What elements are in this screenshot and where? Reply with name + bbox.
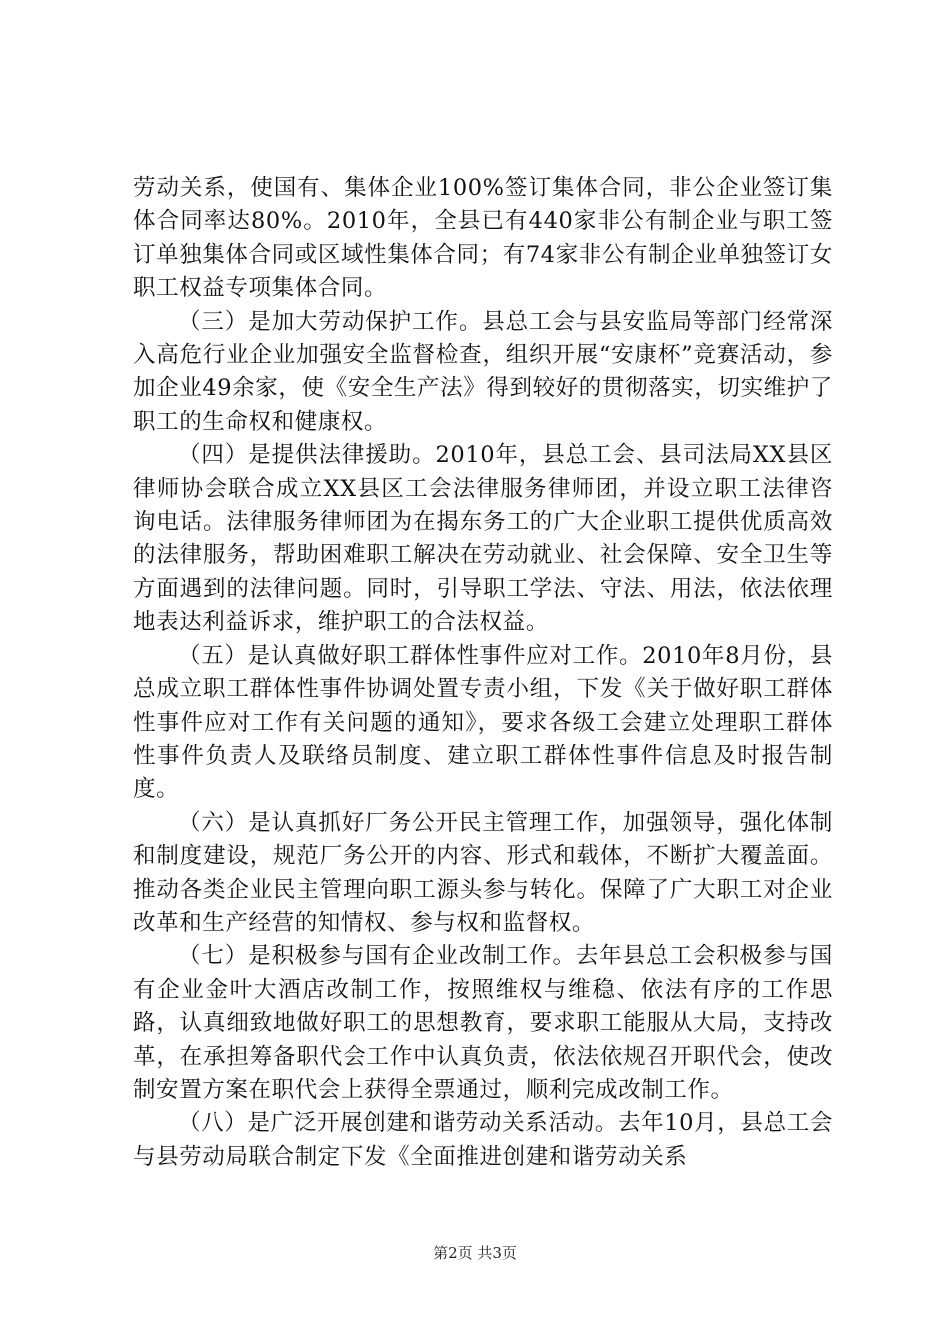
paragraph-section-7: （七）是积极参与国有企业改制工作。去年县总工会积极参与国有企业金叶大酒店改制工作，按照维权与维稳、依法有序的工作思路，认真细致地做好职工的思想教育，要求职工能服从大局，支持改革，在承担筹备职代会工作中认真负责，依法依规召开职代会，使改制安置方案在职代会上获得全票通过，顺利完成改制工作。 [133, 943, 833, 1103]
paragraph-section-5: （五）是认真做好职工群体性事件应对工作。2010年8月份，县总成立职工群体性事件协调处置专责小组，下发《关于做好职工群体性事件应对工作有关问题的通知》，要求各级工会建立处理职工群体性事件负责人及联络员制度、建立职工群体性事件信息及时报告制度。 [133, 642, 833, 803]
paragraph-section-4: （四）是提供法律援助。2010年，县总工会、县司法局XX县区律师协会联合成立XX县区工会法律服务律师团，并设立职工法律咨询电话。法律服务律师团为在揭东务工的广大企业职工提供优质高效的法律服务，帮助困难职工解决在劳动就业、社会保障、安全卫生等方面遇到的法律问题。同时，引导职工学法、守法、用法，依法依理地表达利益诉求，维护职工的合法权益。 [133, 442, 833, 636]
paragraph-section-8: （八）是广泛开展创建和谐劳动关系活动。去年10月，县总工会与县劳动局联合制定下发《全面推进创建和谐劳动关系 [133, 1110, 833, 1170]
paragraph-section-6: （六）是认真抓好厂务公开民主管理工作，加强领导，强化体制和制度建设，规范厂务公开的内容、形式和载体，不断扩大覆盖面。推动各类企业民主管理向职工源头参与转化。保障了广大职工对企业改革和生产经营的知情权、参与权和监督权。 [133, 809, 833, 936]
page-number-footer: 第2页 共3页 [433, 1244, 517, 1262]
paragraph-section-3: （三）是加大劳动保护工作。县总工会与县安监局等部门经常深入高危行业企业加强安全监督检查，组织开展“安康杯”竞赛活动，参加企业49余家，使《安全生产法》得到较好的贯彻落实，切实维护了职工的生命权和健康权。 [133, 308, 833, 435]
body-text [133, 172, 833, 1174]
paragraph-continuation: 劳动关系，使国有、集体企业100%签订集体合同，非公企业签订集体合同率达80%。2010年，全县已有440家非公有制企业与职工签订单独集体合同或区域性集体合同；有74家非公有制企业单独签订女职工权益专项集体合同。 [133, 175, 833, 302]
